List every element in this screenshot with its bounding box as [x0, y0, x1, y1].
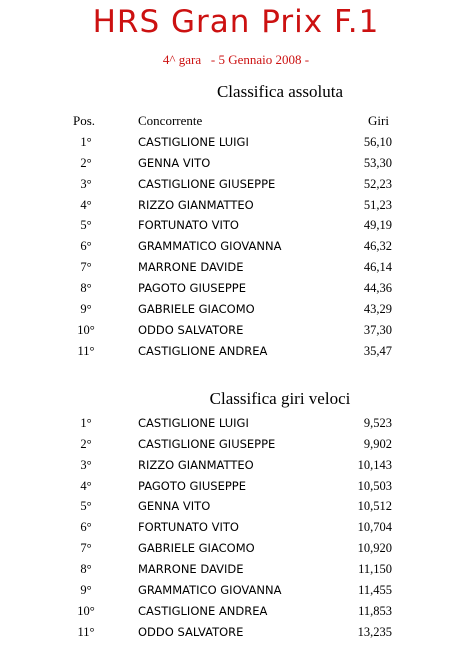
position-cell: 5° — [80, 218, 92, 233]
position-cell: 8° — [80, 561, 92, 576]
position-cell: 8° — [80, 280, 92, 295]
position-cell: 2° — [80, 436, 92, 451]
table-row — [0, 538, 472, 559]
competitor-cell: CASTIGLIONE LUIGI — [138, 135, 249, 149]
race-subtitle: 4^ gara - 5 Gennaio 2008 - — [162, 52, 310, 67]
value-cell: 56,10 — [363, 135, 392, 149]
table-row — [0, 299, 472, 320]
competitor-cell: PAGOTO GIUSEPPE — [138, 280, 246, 295]
position-cell: 7° — [80, 541, 92, 556]
competitor-cell: GRAMMATICO GIOVANNA — [138, 239, 282, 254]
pos-column-header: Pos. — [73, 113, 96, 128]
table-row — [0, 320, 472, 341]
table-row — [0, 455, 472, 476]
competitor-cell: GENNA VITO — [138, 499, 211, 514]
table-row — [0, 580, 472, 601]
table-row — [0, 434, 472, 455]
table-row — [0, 236, 472, 257]
position-cell: 11° — [77, 624, 95, 639]
position-cell: 5° — [80, 499, 92, 514]
value-cell: 13,235 — [357, 624, 392, 639]
value-cell: 10,512 — [357, 499, 392, 514]
position-cell: 7° — [80, 260, 92, 275]
value-cell: 51,23 — [363, 197, 392, 212]
fast-laps-heading: Classifica giri veloci — [209, 389, 351, 408]
value-cell: 10,143 — [357, 457, 392, 472]
table-row — [0, 496, 472, 517]
position-cell: 2° — [80, 155, 92, 170]
value-cell: 53,30 — [363, 155, 392, 170]
table-row — [0, 257, 472, 278]
competitor-cell: GABRIELE GIACOMO — [138, 541, 255, 556]
position-cell: 6° — [80, 520, 92, 535]
competitor-cell: CASTIGLIONE GIUSEPPE — [138, 436, 276, 451]
position-cell: 10° — [77, 322, 95, 337]
table-row — [0, 601, 472, 622]
value-cell: 49,19 — [363, 218, 392, 233]
table-row — [0, 278, 472, 299]
value-cell: 10,503 — [357, 478, 392, 493]
competitor-cell: MARRONE DAVIDE — [138, 260, 244, 275]
value-cell: 35,47 — [363, 343, 392, 358]
table-row — [0, 341, 472, 362]
overall-ranking-heading: Classifica assoluta — [216, 82, 344, 101]
value-cell: 11,455 — [358, 582, 392, 597]
value-cell: 10,920 — [357, 541, 392, 556]
competitor-cell: CASTIGLIONE GIUSEPPE — [138, 176, 276, 191]
competitor-cell: PAGOTO GIUSEPPE — [138, 478, 246, 493]
competitor-cell: ODDO SALVATORE — [138, 624, 244, 639]
position-cell: 3° — [80, 176, 92, 191]
competitor-cell: GRAMMATICO GIOVANNA — [138, 582, 282, 597]
value-cell: 10,704 — [357, 520, 392, 535]
competitor-cell: CASTIGLIONE ANDREA — [138, 343, 268, 358]
position-cell: 9° — [80, 582, 92, 597]
table-row — [0, 622, 472, 643]
competitor-cell: CASTIGLIONE ANDREA — [138, 603, 268, 618]
table-row — [0, 215, 472, 236]
table-row — [0, 195, 472, 216]
position-cell: 9° — [80, 301, 92, 316]
competitor-column-header: Concorrente — [138, 113, 203, 128]
table-row — [0, 132, 472, 153]
table-row — [0, 559, 472, 580]
position-cell: 11° — [77, 343, 95, 358]
value-cell: 44,36 — [363, 280, 392, 295]
position-cell: 6° — [80, 239, 92, 254]
value-cell: 52,23 — [363, 176, 392, 191]
table-row — [0, 153, 472, 174]
competitor-cell: ODDO SALVATORE — [138, 322, 244, 337]
value-cell: 11,853 — [358, 603, 392, 618]
value-cell: 37,30 — [363, 322, 392, 337]
competitor-cell: RIZZO GIANMATTEO — [138, 457, 254, 472]
competitor-cell: CASTIGLIONE LUIGI — [138, 416, 249, 430]
value-cell: 9,523 — [363, 416, 392, 430]
laps-column-header: Giri — [368, 113, 389, 128]
competitor-cell: RIZZO GIANMATTEO — [138, 197, 254, 212]
position-cell: 3° — [80, 457, 92, 472]
competitor-cell: MARRONE DAVIDE — [138, 561, 244, 576]
page-title: HRS Gran Prix F.1 — [92, 4, 380, 40]
competitor-cell: FORTUNATO VITO — [138, 520, 239, 535]
competitor-cell: GABRIELE GIACOMO — [138, 301, 255, 316]
competitor-cell: GENNA VITO — [138, 155, 211, 170]
table-row — [0, 413, 472, 434]
position-cell: 1° — [80, 135, 92, 149]
position-cell: 4° — [80, 478, 92, 493]
value-cell: 46,32 — [363, 239, 392, 254]
value-cell: 9,902 — [363, 436, 392, 451]
competitor-cell: FORTUNATO VITO — [138, 218, 239, 233]
value-cell: 46,14 — [363, 260, 392, 275]
table-row — [0, 174, 472, 195]
value-cell: 11,150 — [358, 561, 392, 576]
position-cell: 1° — [80, 416, 92, 430]
table-row — [0, 517, 472, 538]
position-cell: 4° — [80, 197, 92, 212]
position-cell: 10° — [77, 603, 95, 618]
value-cell: 43,29 — [363, 301, 392, 316]
table-row — [0, 476, 472, 497]
